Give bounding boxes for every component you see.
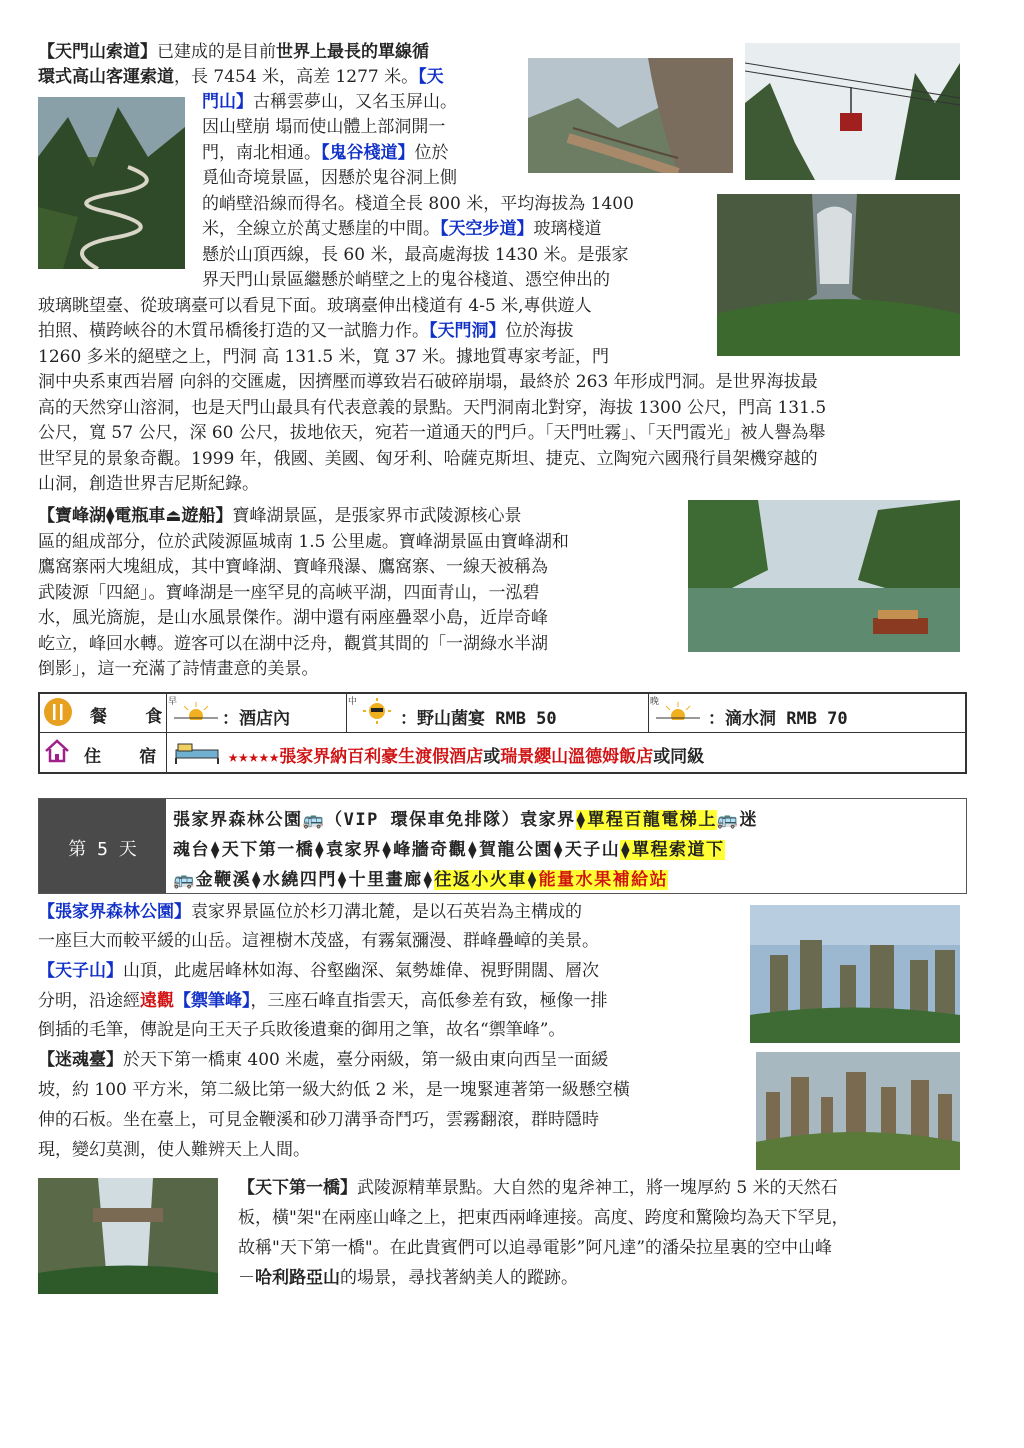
text: 鷹窩寨兩大塊組成，其中寶峰湖、寶峰飛瀑、鷹窩寨、一線天被稱為 xyxy=(38,557,548,577)
baofeng-line-6 xyxy=(38,632,548,658)
boat-icon: ⏏ xyxy=(165,506,182,526)
mihun-terrace-photo xyxy=(756,1052,960,1170)
first-bridge-photo xyxy=(38,1178,218,1294)
forest-line-3 xyxy=(38,959,599,985)
text: 公尺，寬 57 公尺，深 60 公尺，拔地依天，宛若一道通天的門戶。「天門吐霧」、「天門霞光」被人譽為舉 xyxy=(38,423,826,443)
tianmen-cave-title: 【天門洞】 xyxy=(429,321,506,341)
hotel-1: 張家界納百利豪生渡假酒店 xyxy=(279,747,484,767)
hotel-line xyxy=(228,742,704,767)
day5-itinerary-table xyxy=(38,798,967,894)
baofeng-title: 【寶峰湖 xyxy=(38,506,106,526)
forest-park-title: 【張家界森林公園】 xyxy=(38,902,191,922)
text: 袁家界景區位於杉刀溝北麓，是以石英岩為主構成的 xyxy=(191,902,582,922)
text: 門，南北相通。 xyxy=(202,143,321,163)
text: 區的組成部分，位於武陵源區城南 1.5 公里處。寶峰湖景區由寶峰湖和 xyxy=(38,532,569,552)
forest-line-4 xyxy=(38,989,608,1015)
text: 於天下第一橋東 400 米處，臺分兩級，第一級由東向西呈一面緩 xyxy=(123,1050,609,1070)
bold-text: 環式高山客運索道 xyxy=(38,67,174,87)
tianmen-line-9 xyxy=(202,243,629,269)
text: 武陵源精華景點。大自然的鬼斧神工，將一塊厚約 5 米的天然石 xyxy=(357,1178,838,1198)
text: 米，全線立於萬丈懸崖的中間。 xyxy=(202,219,440,239)
tianmen-line-6 xyxy=(202,166,457,192)
text: 因山壁崩 塌而使山體上部洞開一 xyxy=(202,117,446,137)
tianmen-line-11 xyxy=(38,294,592,320)
dinner-tag: 晚 xyxy=(650,697,660,707)
bullet-icon: ⧫ xyxy=(381,840,394,860)
forest-line-11 xyxy=(238,1206,849,1232)
bullet-icon: ⧫ xyxy=(620,840,632,860)
text: 山頂，此處居峰林如海、谷壑幽深、氣勢雄偉、視野開闊、層次 xyxy=(123,961,599,981)
route-stop-highlight: 往返小火車 xyxy=(434,870,527,890)
text: 或同級 xyxy=(653,747,705,767)
bullet-icon: ⧫ xyxy=(422,870,435,890)
text: 現，變幻莫測，使人難辨天上人間。 xyxy=(38,1140,310,1160)
text: 懸於山頂西線，長 60 米，最高處海拔 1430 米。是張家 xyxy=(202,245,629,265)
day5-label: 第 5 天 xyxy=(68,839,137,860)
text: 屹立，峰回水轉。遊客可以在湖中泛舟，觀賞其間的「一湖綠水半湖 xyxy=(38,634,548,654)
route-stop: 峰牆奇觀 xyxy=(393,840,468,860)
tianmen-line-13 xyxy=(38,345,609,371)
bus-icon: 🚌 xyxy=(302,810,326,830)
tianmen-line-3 xyxy=(202,90,457,116)
text: 界天門山景區繼懸於峭壁之上的鬼谷棧道、憑空伸出的 xyxy=(202,270,610,290)
forest-line-6 xyxy=(38,1048,608,1074)
route-stop: 天子山 xyxy=(564,840,621,860)
bullet-icon: ⧫ xyxy=(575,810,588,830)
tianmen-line-16 xyxy=(38,421,825,447)
tianmen-line-1 xyxy=(38,40,429,66)
baofeng-lake-photo xyxy=(688,500,960,652)
text: 一座巨大而較平緩的山岳。這裡樹木茂盛，有霧氣瀰漫、群峰疊嶂的美景。 xyxy=(38,931,599,951)
text: 伸的石板。坐在臺上，可見金鞭溪和砂刀溝爭奇鬥巧，雲霧翻滾，群時隱時 xyxy=(38,1110,599,1130)
text: 故稱"天下第一橋"。在此貴賓們可以追尋電影”阿凡達”的潘朵拉星裏的空中山峰 xyxy=(238,1238,833,1258)
lunch-tag: 中 xyxy=(348,697,358,707)
yubi-peak-title: 【禦筆峰】 xyxy=(174,991,251,1011)
star-rating: ★★★★★ xyxy=(228,747,280,767)
text: 位於 xyxy=(414,143,449,163)
bus-icon: 🚌 xyxy=(173,870,196,890)
text: 分明，沿途經 xyxy=(38,991,140,1011)
forest-line-12 xyxy=(238,1236,832,1262)
bullet-icon: ⧫ xyxy=(210,840,222,860)
bold-text: 世界上最長的單線循 xyxy=(276,42,429,62)
baofeng-line-1 xyxy=(38,504,521,530)
winding-road-photo xyxy=(38,97,185,269)
text: 已建成的是目前 xyxy=(157,42,276,62)
tianmen-line-8 xyxy=(202,217,602,243)
bus-icon: 🚌 xyxy=(716,810,740,830)
bullet-icon: ⧫ xyxy=(336,870,349,890)
meal-icon xyxy=(44,698,72,726)
dinner-value: ：滴水洞 RMB 70 xyxy=(708,709,848,729)
first-bridge-title: 【天下第一橋】 xyxy=(238,1178,357,1198)
route-stop: 十里畫廊 xyxy=(348,870,423,890)
tianmen-line-10 xyxy=(202,268,610,294)
skywalk-title: 【天空步道】 xyxy=(440,219,534,239)
tianmen-line-14 xyxy=(38,370,818,396)
text: ，三座石峰直指雲天，高低參差有致，極像一排 xyxy=(250,991,608,1011)
text: － xyxy=(238,1268,255,1288)
text: 倒影」，這一充滿了詩情畫意的美景。 xyxy=(38,659,319,679)
tianmen-line-2 xyxy=(38,65,444,91)
text: 水，風光旖旎，是山水風景傑作。湖中還有兩座疊翠小島，近岸奇峰 xyxy=(38,608,548,628)
tianmen-line-7 xyxy=(202,192,634,218)
baofeng-line-4 xyxy=(38,581,540,607)
text: 覓仙奇境景區，因懸於鬼谷洞上側 xyxy=(202,168,457,188)
row-divider xyxy=(40,732,965,733)
route-stop: 賀龍公園 xyxy=(479,840,553,860)
bed-icon xyxy=(172,736,222,766)
tianmen-cableway-title: 【天門山索道】 xyxy=(38,42,157,62)
tianzi-mountain-photo xyxy=(750,905,960,1043)
text: 洞中央系東西岩層 向斜的交匯處，因擠壓而導致岩石破碎崩塌，最終於 263 年形成門洞。是世界海拔最 xyxy=(38,372,818,392)
tianmen-line-15 xyxy=(38,396,826,422)
text: 世罕見的景象奇觀。1999 年，俄國、美國、匈牙利、哈薩克斯坦、捷克、立陶宛六國飛行員架機穿越的 xyxy=(38,449,818,469)
tianmen-mountain-title: 【天 xyxy=(418,67,444,87)
baofeng-line-3 xyxy=(38,555,548,581)
forest-line-8 xyxy=(38,1108,599,1134)
tianmen-cave-photo xyxy=(717,194,960,356)
cableway-photo xyxy=(745,43,960,180)
tianmen-line-18 xyxy=(38,472,259,498)
forest-line-13 xyxy=(238,1266,578,1292)
route-stop: 金鞭溪 xyxy=(195,870,252,890)
baofeng-line-5 xyxy=(38,606,548,632)
baofeng-line-7 xyxy=(38,657,319,683)
sunrise-icon xyxy=(174,702,218,720)
tianmen-line-17 xyxy=(38,447,818,473)
breakfast-tag: 早 xyxy=(168,697,178,707)
text: 武陵源「四絕」。寶峰湖是一座罕見的高峽平湖，四面青山，一泓碧 xyxy=(38,583,540,603)
tianmen-line-12 xyxy=(38,319,574,345)
route-stop: 袁家界 xyxy=(326,840,382,860)
tianzi-mountain-title: 【天子山】 xyxy=(38,961,123,981)
bullet-icon: ⧫ xyxy=(526,870,539,890)
text: 玻璃棧道 xyxy=(533,219,602,239)
bullet-icon: ⧫ xyxy=(106,506,115,526)
route-stop: 張家界森林公園 xyxy=(173,810,303,830)
mihun-terrace-title: 【迷魂臺】 xyxy=(38,1050,123,1070)
meal-stay-table xyxy=(38,692,967,774)
stay-label: 住 宿 xyxy=(84,747,171,767)
forest-line-2 xyxy=(38,929,599,955)
text: 坡，約 100 平方米，第二級比第一級大約低 2 米，是一塊緊連著第一級懸空橫 xyxy=(38,1080,630,1100)
route-stop: 魂台 xyxy=(173,840,210,860)
col-divider xyxy=(346,694,347,732)
hallelujah-mountain: 哈利路亞山 xyxy=(255,1268,340,1288)
bullet-icon: ⧫ xyxy=(553,840,565,860)
red-text: 遠觀 xyxy=(140,991,174,1011)
forest-line-5 xyxy=(38,1018,565,1044)
text: ，長 7454 米，高差 1277 米。 xyxy=(174,67,419,87)
tianmen-line-4 xyxy=(202,115,445,141)
text: 的場景，尋找著納美人的蹤跡。 xyxy=(340,1268,578,1288)
boat-label: 遊船】 xyxy=(181,506,233,526)
electric-car-label: 電瓶車 xyxy=(114,506,166,526)
text: 1260 多米的絕壁之上，門洞 高 131.5 米，寬 37 米。據地質專家考証，門 xyxy=(38,347,609,367)
day5-route-line-2 xyxy=(173,835,725,860)
route-stop: 水繞四門 xyxy=(262,870,337,890)
tianmen-mountain-title-2: 門山】 xyxy=(202,92,253,112)
route-stop-highlight: 單程索道下 xyxy=(632,840,725,860)
text: 位於海拔 xyxy=(505,321,574,341)
text: 拍照、橫跨峽谷的木質吊橋後打造的又一試膽力作。 xyxy=(38,321,429,341)
forest-line-1 xyxy=(38,900,582,926)
route-stop: 天下第一橋 xyxy=(221,840,315,860)
text: 倒插的毛筆，傳說是向王天子兵敗後遺棄的御用之筆，故名“禦筆峰”。 xyxy=(38,1020,566,1040)
text: 寶峰湖景區，是張家界市武陵源核心景 xyxy=(232,506,522,526)
plankway-photo xyxy=(528,58,733,173)
route-stop-highlight-red: 能量水果補給站 xyxy=(538,870,669,890)
text: 山洞，創造世界吉尼斯紀錄。 xyxy=(38,474,259,494)
forest-line-7 xyxy=(38,1078,630,1104)
route-stop-highlight: 單程百龍電梯上 xyxy=(587,810,717,830)
hotel-2: 瑞景纓山溫德姆飯店 xyxy=(500,747,654,767)
text: 的峭壁沿線而得名。棧道全長 800 米，平均海拔為 1400 xyxy=(202,194,634,214)
house-icon xyxy=(44,738,70,764)
route-stop: （VIP 環保車免排隊）袁家界 xyxy=(325,810,576,830)
text: 板，橫"架"在兩座山峰之上，把東西兩峰連接。高度、跨度和驚險均為天下罕見， xyxy=(238,1208,849,1228)
meal-label: 餐 食 xyxy=(90,707,177,727)
bullet-icon: ⧫ xyxy=(251,870,263,890)
day5-route-line-3 xyxy=(173,865,668,890)
text: 玻璃眺望臺、從玻璃臺可以看見下面。玻璃臺伸出棧道有 4-5 米,專供遊人 xyxy=(38,296,592,316)
lunch-value: ：野山菌宴 RMB 50 xyxy=(400,709,557,729)
day5-route-line-1 xyxy=(173,805,758,830)
sun-icon xyxy=(362,698,392,724)
sunset-icon xyxy=(656,702,700,720)
forest-line-10 xyxy=(238,1176,838,1202)
breakfast-value: ：酒店內 xyxy=(222,709,290,729)
tianmen-line-5 xyxy=(202,141,449,167)
text: 或 xyxy=(483,747,501,767)
bullet-icon: ⧫ xyxy=(314,840,326,860)
forest-line-9 xyxy=(38,1138,310,1164)
col-divider xyxy=(648,694,649,732)
ghost-valley-plankway-title: 【鬼谷棧道】 xyxy=(321,143,415,163)
text: 高的天然穿山溶洞，也是天門山最具有代表意義的景點。天門洞南北對穿，海拔 1300 公尺，門高 131.5 xyxy=(38,398,827,418)
text: 古稱雲夢山，又名玉屏山。 xyxy=(253,92,457,112)
bullet-icon: ⧫ xyxy=(467,840,479,860)
route-stop: 迷 xyxy=(739,810,759,830)
baofeng-line-2 xyxy=(38,530,569,556)
